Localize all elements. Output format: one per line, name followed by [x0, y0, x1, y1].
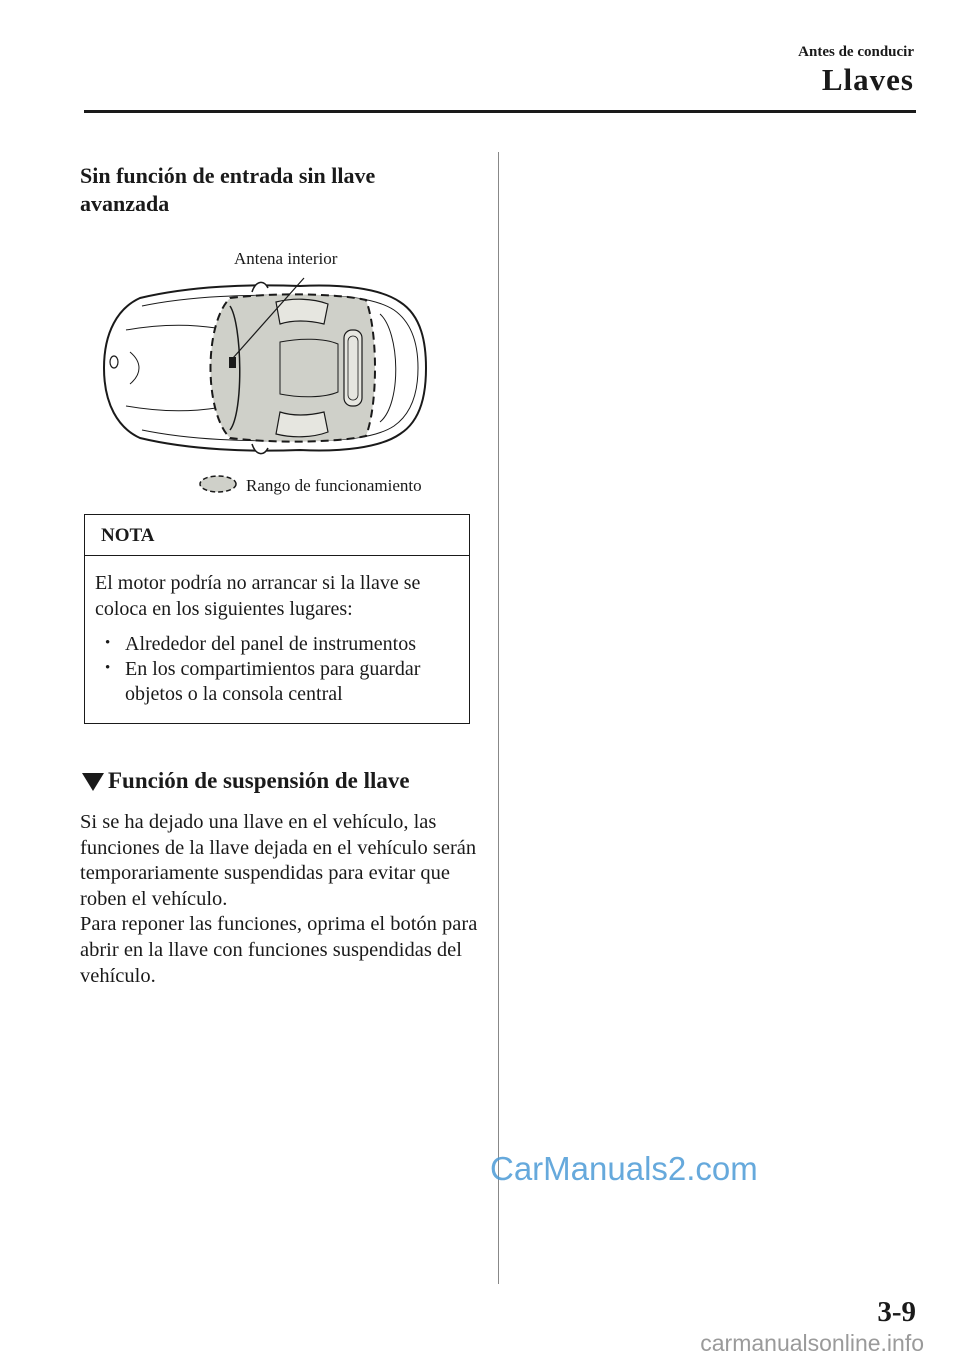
range-legend-label: Rango de funcionamiento: [246, 476, 422, 495]
page-title: Llaves: [821, 62, 914, 97]
range-legend-swatch: [200, 476, 236, 492]
note-text: El motor podría no arrancar si la llave se coloca en los siguientes lugares:: [95, 572, 421, 620]
triangle-down-icon: [82, 773, 104, 791]
note-box: [84, 514, 470, 724]
section-heading-text: Función de suspensión de llave: [108, 768, 410, 793]
list-item: • En los compartimientos para guardar objetos o la consola central: [103, 657, 469, 707]
header-section-label: Antes de conducir: [798, 44, 914, 60]
seat-right: [276, 412, 328, 437]
car-top-view-illustration: [80, 240, 472, 510]
section-body: [80, 810, 480, 989]
column-divider: [498, 152, 499, 1284]
note-heading: NOTA: [85, 515, 469, 556]
rear-window: [344, 330, 362, 406]
header-rule: [84, 110, 916, 113]
subsection-title: Sin función de entrada sin llave avanzada: [80, 163, 376, 216]
footer-url: carmanualsonline.info: [700, 1330, 924, 1356]
body-paragraph: Si se ha dejado una llave en el vehículo, las funciones de la llave dejada en el vehículo serán temporariamente suspendidas para evitar que roben el vehículo.: [80, 811, 477, 910]
page-number: 3-9: [877, 1296, 916, 1328]
interior-antenna-marker: [229, 357, 236, 368]
antenna-label: Antena interior: [234, 249, 338, 268]
seat-left: [276, 299, 328, 324]
car-antenna-figure: [80, 240, 472, 510]
note-list: [85, 632, 469, 707]
watermark: CarManuals2.com: [490, 1150, 758, 1187]
list-item: • Alrededor del panel de instrumentos: [103, 632, 469, 657]
section-heading: [82, 768, 410, 794]
body-paragraph: Para reponer las funciones, oprima el botón para abrir en la llave con funciones suspendidas del vehículo.: [80, 913, 478, 987]
